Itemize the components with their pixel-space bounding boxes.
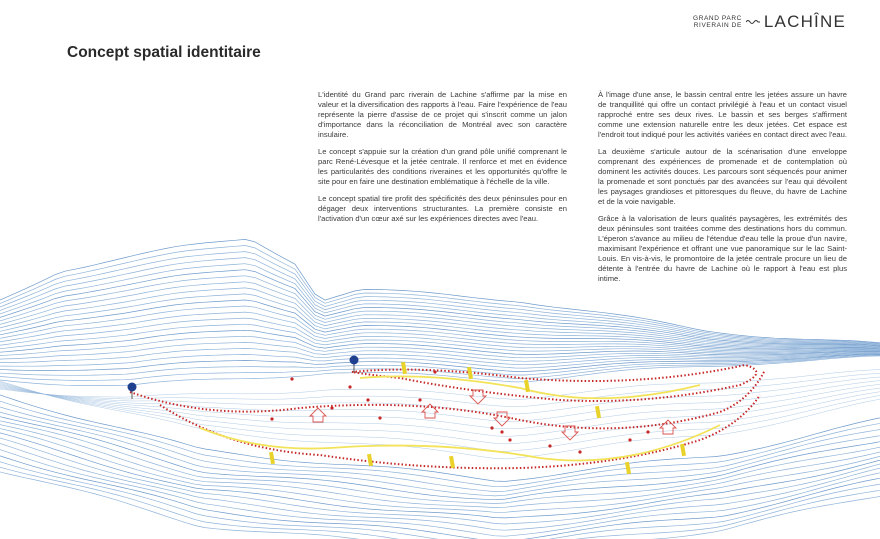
contour-line — [0, 454, 880, 539]
lower-jetty-edge — [160, 395, 760, 468]
activity-dot — [290, 377, 293, 380]
paragraph: Le concept spatial tire profit des spécificités des deux péninsules pour en dégager deux interventions structurantes. La première consiste en l'activation d'un cœur axé sur les expériences directes avec l'eau. — [318, 194, 567, 223]
arrow-icon — [562, 426, 578, 440]
paragraph: La deuxième s'articule autour de la scénarisation d'une enveloppe comprenant des expériences de promenade et de contemplation où dominent les activités douces. Les parcours sont séquencés pour animer la promenade et sont ponctués par des avancées sur l'eau qui dévoilent les paysages grandioses et pittoresques du fleuve, du havre de Lachine et de la voie navigable. — [598, 147, 847, 206]
logo-line1: GRAND PARC — [693, 15, 742, 22]
viewpoint-marker — [680, 444, 686, 457]
activity-dot — [330, 406, 333, 409]
page-title: Concept spatial identitaire — [67, 44, 261, 61]
activity-dot — [508, 438, 511, 441]
logo-name: LACHÎNE — [763, 12, 846, 31]
viewpoint-marker — [367, 454, 373, 467]
activity-dot — [378, 416, 381, 419]
activity-dot — [366, 398, 369, 401]
logo-line2: RIVERAIN DE — [693, 22, 742, 29]
activity-dot — [628, 438, 631, 441]
activity-dot — [500, 430, 503, 433]
map-pin-icon — [128, 383, 137, 392]
paragraph: À l'image d'une anse, le bassin central entre les jetées assure un havre de tranquillité qui offre un contact privilégié à l'eau et un contact visuel rapproché entre ses deux rives. Le bassin et ses berges s'affirment comme une extension naturelle entre les deux jetées. Cet espace est l'endroit tout indiqué pour les activités variées en contact direct avec l'eau. — [598, 90, 847, 139]
paragraph: L'identité du Grand parc riverain de Lachine s'affirme par la mise en valeur et la diversification des rapports à l'eau. Faire l'expérience de l'eau représente la pierre d'assise de ce projet qui s'inscrit comme un jalon d'importance dans la réconciliation de Montréal avec son caractère insulaire. — [318, 90, 567, 139]
activity-dot — [646, 430, 649, 433]
activity-dot — [548, 444, 551, 447]
viewpoint-marker — [595, 406, 601, 419]
text-column-left — [318, 90, 567, 231]
contour-line — [0, 416, 880, 500]
wave-icon — [746, 18, 760, 26]
paragraph: Grâce à la valorisation de leurs qualités paysagères, les extrémités des deux péninsules sont traitées comme des destinations hors du commun. L'éperon s'avance au milieu de l'étendue d'eau telle la proue d'un navire, maximisant l'expérience et offrant une vue panoramique sur le lac Saint-Louis. En vis-à-vis, le promontoire de la jetée centrale procure un lieu de détente à l'entrée du havre de Lachine où le rapport à l'eau est plus intime. — [598, 214, 847, 283]
activity-dot — [433, 370, 436, 373]
activity-dot — [490, 426, 493, 429]
activity-dot — [578, 450, 581, 453]
contour-line — [0, 300, 880, 349]
logo — [693, 12, 846, 32]
activity-dot — [348, 385, 351, 388]
logo-small-text — [693, 15, 742, 29]
activity-dot — [270, 417, 273, 420]
text-column-right — [598, 90, 847, 291]
contour-line — [0, 411, 880, 496]
activity-dot — [418, 398, 421, 401]
viewpoint-marker — [401, 362, 407, 375]
map-pin-icon — [350, 356, 359, 365]
viewpoint-marker — [269, 452, 275, 465]
contour-line — [0, 354, 880, 369]
paragraph: Le concept s'appuie sur la création d'un grand pôle unifié comprenant le parc René-Lévesque et la jetée centrale. Il renforce et met en évidence les particularités des conditions riveraines et les opportunités qu'offre le site pour en faire une destination emblématique à l'échelle de la ville. — [318, 147, 567, 186]
viewpoint-marker — [467, 367, 473, 380]
